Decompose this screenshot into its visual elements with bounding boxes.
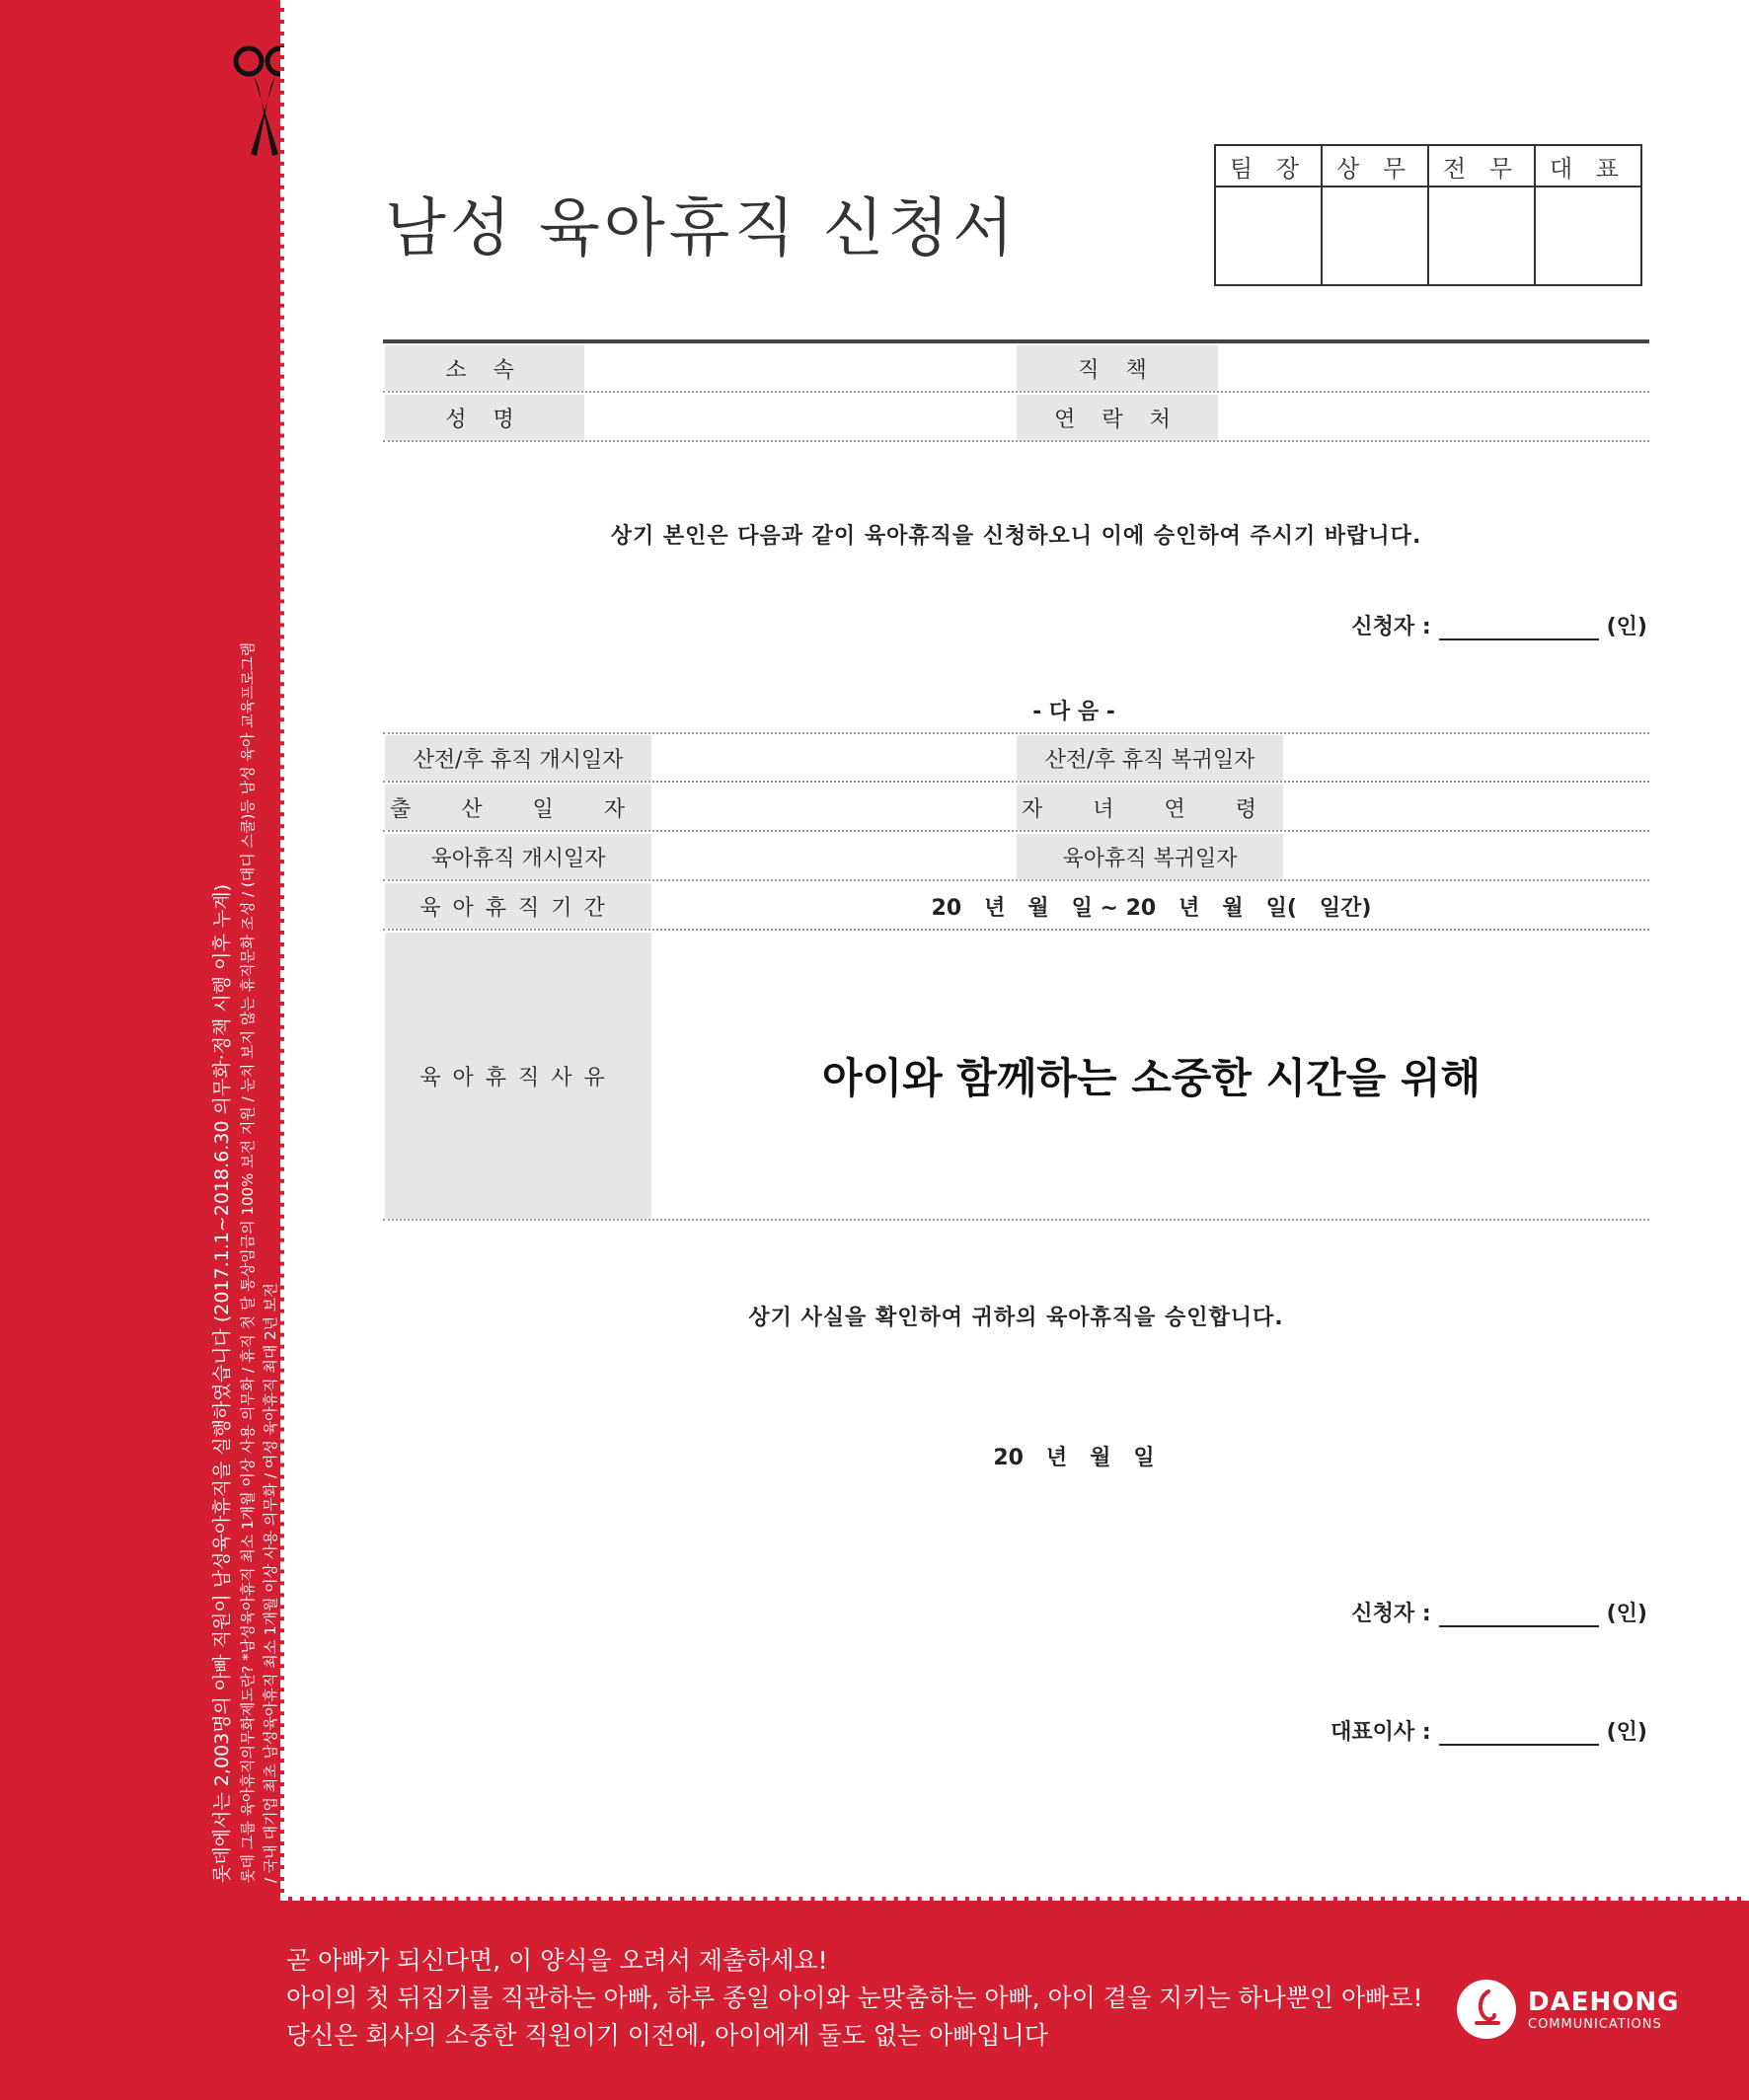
contact-label: 연 락 처 bbox=[1017, 395, 1218, 440]
leave-start-field[interactable] bbox=[653, 834, 1009, 879]
details-top-rule bbox=[383, 730, 1649, 734]
seal-mark-1: (인) bbox=[1606, 615, 1647, 639]
ceo-signature bbox=[1331, 1715, 1647, 1746]
logo-name: DAEHONG bbox=[1528, 1987, 1680, 2017]
form-title: 남성 육아휴직 신청서 bbox=[385, 192, 1019, 265]
birth-date-label: 출 산 일 자 bbox=[385, 785, 651, 830]
leave-reason-label: 육아휴직사유 bbox=[385, 933, 651, 1219]
approval-date-line[interactable]: 20 년 월 일 bbox=[993, 1446, 1155, 1470]
footer-line-2: 아이의 첫 뒤집기를 직관하는 아빠, 하루 종일 아이와 눈맞춤하는 아빠, 아이 곁을 지키는 하나뿐인 아빠로! bbox=[286, 1984, 1423, 2012]
leave-start-label: 육아휴직 개시일자 bbox=[385, 834, 651, 879]
applicant-signature-1 bbox=[1351, 610, 1647, 640]
seal-mark-2: (인) bbox=[1606, 1602, 1647, 1626]
maternity-start-field[interactable] bbox=[653, 735, 1009, 781]
next-heading: - 다 음 - bbox=[1032, 700, 1115, 724]
details-row-2 bbox=[383, 785, 1649, 832]
dept-label: 소 속 bbox=[385, 345, 584, 391]
birth-date-field[interactable] bbox=[653, 785, 1009, 830]
daehong-logo-icon bbox=[1455, 1978, 1518, 2041]
approval-box-executive-director[interactable] bbox=[1428, 187, 1535, 285]
info-row-2 bbox=[383, 395, 1649, 442]
approval-header-managing-director: 상 무 bbox=[1322, 145, 1428, 187]
child-age-label: 자 녀 연 령 bbox=[1017, 785, 1283, 830]
position-field[interactable] bbox=[1220, 345, 1649, 391]
approval-header-team-lead: 팀 장 bbox=[1215, 145, 1322, 187]
side-note-line-2: 롯데 그룹 육아휴직의무화제도란? *남성육아휴직 최소 1개월 이상 사용 의무화 / 휴직 첫 달 통상임금의 100% 보전 지원 / 눈치 보지 않는 휴직문화 조성 / (대디 스쿨)등 남성 육아 교육프로그램 bbox=[239, 641, 257, 1883]
contact-field[interactable] bbox=[1220, 395, 1649, 440]
footer-line-1: 곧 아빠가 되신다면, 이 양식을 오려서 제출하세요! bbox=[286, 1946, 828, 1975]
applicant-label-1: 신청자 : bbox=[1351, 615, 1431, 639]
approval-box-team-lead[interactable] bbox=[1215, 187, 1322, 285]
ceo-blank[interactable] bbox=[1439, 1722, 1599, 1746]
leave-period-field[interactable]: 20 년 월 일 ~ 20 년 월 일( 일간) bbox=[931, 895, 1372, 921]
details-row-4 bbox=[383, 883, 1649, 931]
leave-period-label: 육아휴직기간 bbox=[385, 883, 651, 929]
approval-box-ceo[interactable] bbox=[1535, 187, 1641, 285]
applicant-signature-2 bbox=[1351, 1597, 1647, 1627]
position-label: 직 책 bbox=[1017, 345, 1218, 391]
details-row-1 bbox=[383, 735, 1649, 783]
logo-sub: COMMUNICATIONS bbox=[1528, 2016, 1662, 2032]
details-row-5 bbox=[383, 933, 1649, 1221]
header-rule bbox=[383, 339, 1649, 343]
leave-reason-field[interactable]: 아이와 함께하는 소중한 시간을 위해 bbox=[821, 1054, 1482, 1102]
applicant-label-2: 신청자 : bbox=[1351, 1602, 1431, 1626]
footer-message bbox=[286, 1942, 1422, 2055]
seal-mark-3: (인) bbox=[1606, 1720, 1647, 1745]
approve-sentence: 상기 사실을 확인하여 귀하의 육아휴직을 승인합니다. bbox=[748, 1306, 1284, 1330]
daehong-logo bbox=[1455, 1978, 1679, 2041]
side-note-line-3: / 국내 대기업 최초 남성육아휴직 최소 1개월 이상 사용 의무화 / 여성 육아휴직 최대 2년 보전 bbox=[262, 1283, 279, 1883]
details-row-3 bbox=[383, 834, 1649, 881]
cut-line-horizontal bbox=[280, 1897, 1749, 1901]
maternity-return-label: 산전/후 휴직 복귀일자 bbox=[1017, 735, 1283, 781]
name-label: 성 명 bbox=[385, 395, 584, 440]
leave-return-field[interactable] bbox=[1285, 834, 1649, 879]
child-age-field[interactable] bbox=[1285, 785, 1649, 830]
approval-header-ceo: 대 표 bbox=[1535, 145, 1641, 187]
ceo-label: 대표이사 : bbox=[1331, 1720, 1431, 1745]
maternity-start-label: 산전/후 휴직 개시일자 bbox=[385, 735, 651, 781]
approval-header-executive-director: 전 무 bbox=[1428, 145, 1535, 187]
applicant-blank-2[interactable] bbox=[1439, 1604, 1599, 1627]
info-row-1 bbox=[383, 345, 1649, 393]
applicant-blank-1[interactable] bbox=[1439, 617, 1599, 640]
cut-line-vertical bbox=[280, 0, 284, 1901]
dept-field[interactable] bbox=[586, 345, 1001, 391]
approval-box-managing-director[interactable] bbox=[1322, 187, 1428, 285]
approval-table bbox=[1214, 144, 1642, 286]
leave-return-label: 육아휴직 복귀일자 bbox=[1017, 834, 1283, 879]
side-note-line-1: 롯데에서는 2,003명의 아빠 직원이 남성육아휴직을 실행하였습니다 (2017.1.1~2018.6.30 의무화·정책 시행 이후 누계) bbox=[211, 884, 233, 1883]
footer-line-3: 당신은 회사의 소중한 직원이기 이전에, 아이에게 둘도 없는 아빠입니다 bbox=[286, 2021, 1048, 2050]
maternity-return-field[interactable] bbox=[1285, 735, 1649, 781]
name-field[interactable] bbox=[586, 395, 1001, 440]
request-sentence: 상기 본인은 다음과 같이 육아휴직을 신청하오니 이에 승인하여 주시기 바랍니다. bbox=[610, 524, 1422, 549]
